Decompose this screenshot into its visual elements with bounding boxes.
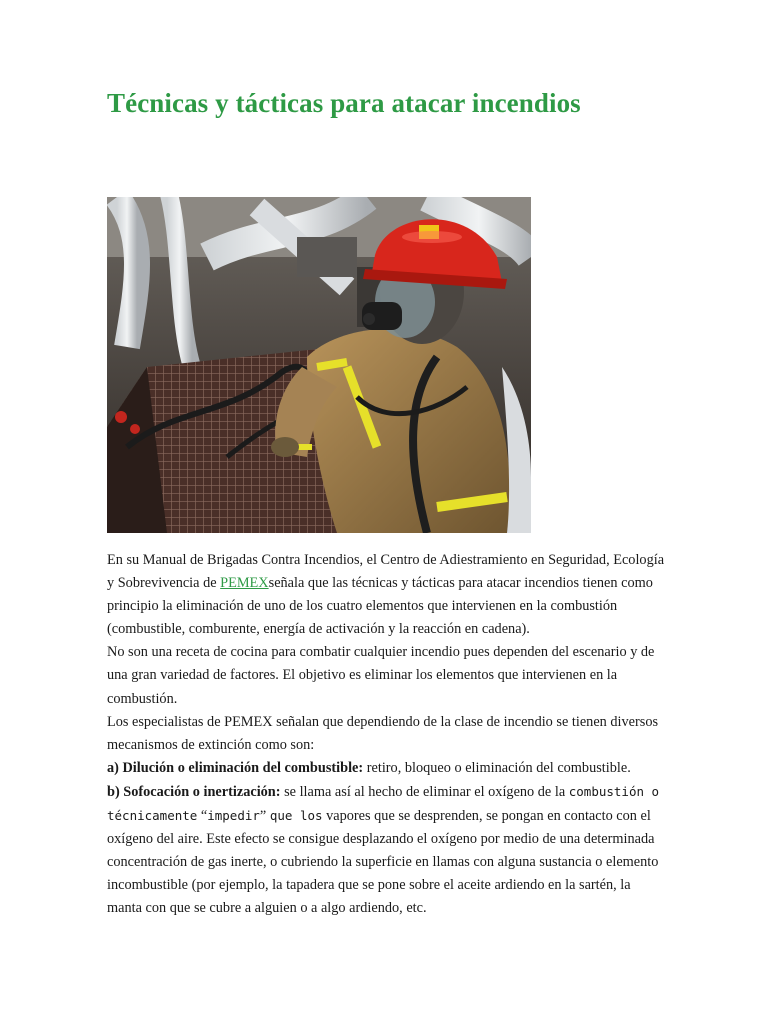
paragraph-mechanisms: Los especialistas de PEMEX señalan que dependiendo de la clase de incendio se tienen diversos mecanismos de extinción como son: [107, 713, 659, 753]
item-b-text-1: se llama así al hecho de eliminar el oxígeno de la [280, 783, 569, 800]
item-b-label: b) Sofocación o inertización: [107, 783, 281, 800]
paragraph-intro-text: En su Manual de Brigadas Contra Incendios, el Centro de Adiestramiento en Seguridad, Ecología y Sobrevivencia de [107, 552, 665, 592]
page-title: Técnicas y tácticas para atacar incendios [107, 88, 581, 118]
item-b-text-4: vapores que se desprenden, se pongan en contacto con el oxígeno del aire. Este efecto se consigue desplazando el oxígeno por medio de una determinada concentración de gas inerte, o cubriendo la superficie en llamas con alguna sustancia o elemento incombustible (por ejemplo, la tapadera que se pone sobre el aceite ardiendo en la sartén, la manta con que se cubre a alguien o a algo ardiendo, etc. [107, 808, 659, 917]
article-body [107, 549, 667, 921]
paragraph-intro [107, 549, 667, 641]
paragraph-objective: No son una receta de cocina para combatir cualquier incendio pues dependen del escenario y de una gran variedad de factores. El objetivo es eliminar los elementos que intervienen en la combustión. [107, 644, 655, 707]
item-b [107, 780, 667, 921]
item-b-text-3: ” [259, 808, 270, 825]
item-b-mono-2: impedir [207, 808, 260, 824]
item-b-mono-3: que los [269, 808, 323, 824]
item-b-text-2: “ [197, 808, 208, 825]
item-b-mono-1: combustión o técnicamente [107, 783, 660, 824]
pemex-link[interactable]: PEMEX [220, 575, 269, 592]
item-a [107, 757, 667, 780]
paragraph-intro-text-cont: señala que las técnicas y tácticas para atacar incendios tienen como principio la eliminación de uno de los cuatro elementos que intervienen en la combustión (combustible, comburente, energía de activación y la reacción en cadena). [107, 575, 653, 638]
item-a-text: retiro, bloqueo o eliminación del combustible. [363, 759, 631, 776]
item-a-label: a) Dilución o eliminación del combustible: [107, 759, 364, 776]
firefighter-photo [107, 197, 531, 533]
